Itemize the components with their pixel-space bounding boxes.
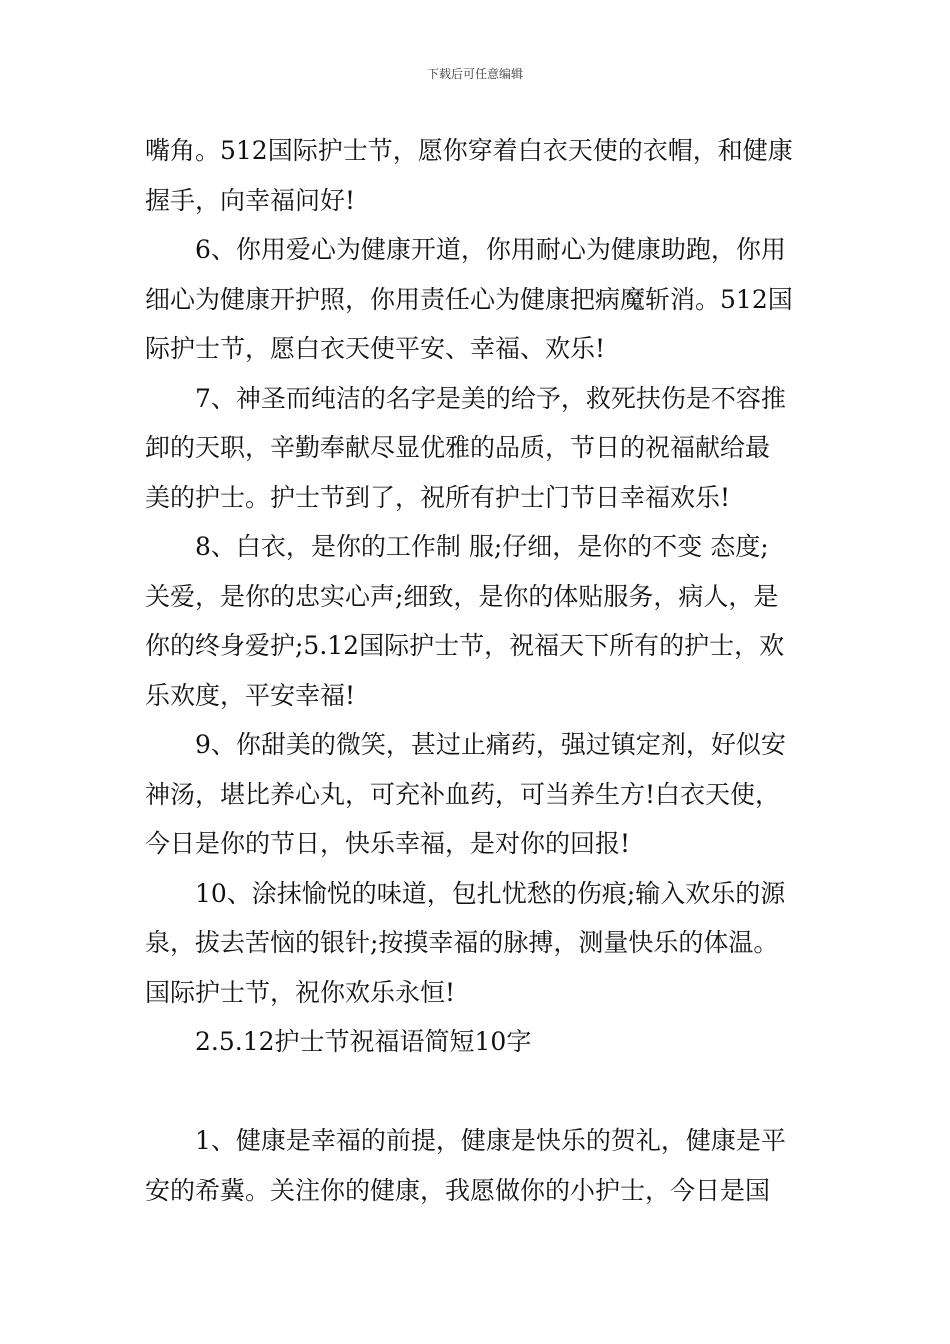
text-line: 神汤，堪比养心丸，可充补血药，可当养生方!白衣天使，: [145, 779, 781, 809]
text-line: 安的希冀。关注你的健康，我愿做你的小护士，今日是国: [145, 1175, 771, 1205]
section-heading: 2.5.12护士节祝福语简短10字: [195, 1027, 532, 1056]
blank-line: [145, 1067, 815, 1117]
document-body: [145, 126, 815, 1215]
text-line: 6、你用爱心为健康开道，你用耐心为健康助跑，你用: [195, 235, 786, 264]
text-line: 10、涂抹愉悦的味道，包扎忧愁的伤痕;输入欢乐的源: [195, 878, 786, 908]
text-line: 今日是你的节日，快乐幸福，是对你的回报!: [145, 829, 631, 858]
text-line: 际护士节，愿白衣天使平安、幸福、欢乐!: [145, 334, 606, 363]
text-line: 乐欢度，平安幸福!: [145, 680, 356, 710]
text-line: 7、神圣而纯洁的名字是美的给予，救死扶伤是不容推: [195, 383, 786, 413]
text-line: 嘴角。512国际护士节，愿你穿着白衣天使的衣帽，和健康: [145, 136, 793, 165]
text-line: 国际护士节，祝你欢乐永恒!: [145, 977, 456, 1007]
text-line: 关爱，是你的忠实心声;细致，是你的体贴服务，病人，是: [145, 581, 779, 611]
text-line: 你的终身爱护;5.12国际护士节，祝福天下所有的护士，欢: [145, 631, 785, 660]
text-line: 美的护士。护士节到了，祝所有护士门节日幸福欢乐!: [145, 482, 731, 512]
text-line: 泉，拔去苦恼的银针;按摸幸福的脉搏，测量快乐的体温。: [145, 928, 779, 957]
text-line: 卸的天职，辛勤奉献尽显优雅的品质，节日的祝福献给最: [145, 433, 771, 462]
text-line: 8、白衣，是你的工作制 服;仔细，是你的不变 态度;: [195, 532, 769, 561]
text-line: 1、健康是幸福的前提，健康是快乐的贺礼，健康是平: [195, 1126, 786, 1155]
page-header: [0, 66, 950, 82]
header-note: 下载后可任意编辑: [426, 67, 523, 81]
text-line: 细心为健康开护照，你用责任心为健康把病魔斩消。512国: [145, 284, 793, 314]
text-line: 9、你甜美的微笑，甚过止痛药，强过镇定剂，好似安: [195, 730, 786, 759]
text-line: 握手，向幸福问好!: [145, 185, 356, 215]
paragraph-block: [145, 126, 815, 1215]
